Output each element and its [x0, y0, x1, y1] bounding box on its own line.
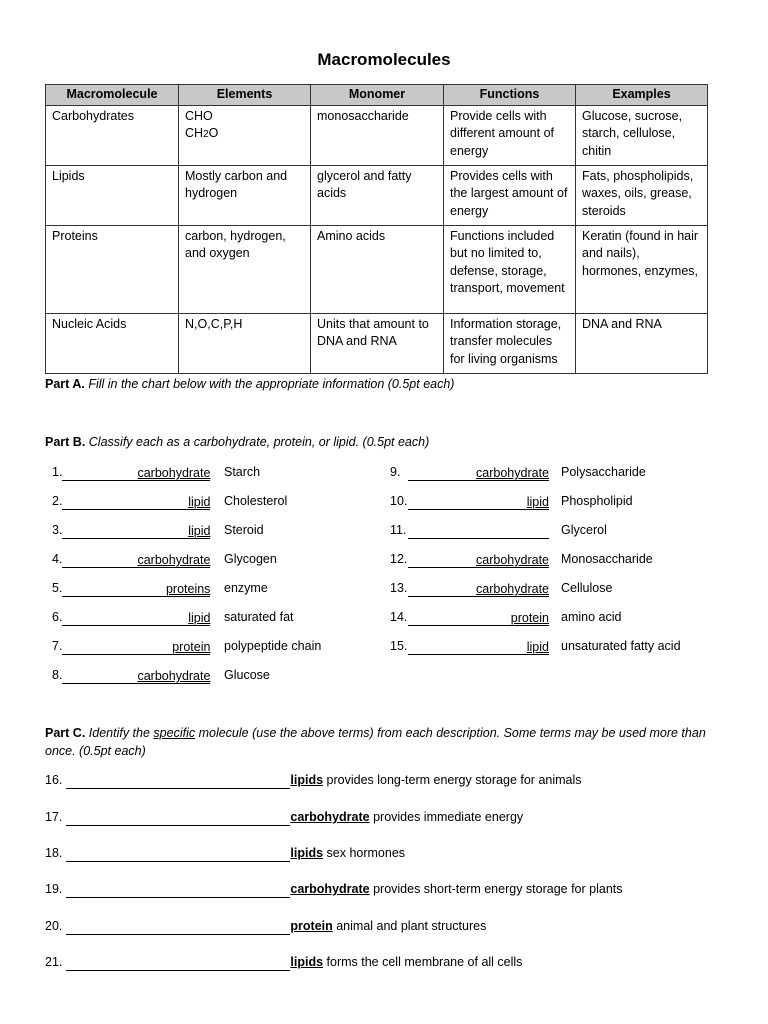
- question-number: 12.: [390, 552, 408, 566]
- term-label: Steroid: [224, 523, 264, 537]
- question-row: [390, 492, 720, 510]
- answer-blank[interactable]: [66, 812, 290, 826]
- description-text: provides long-term energy storage for animals: [326, 773, 582, 787]
- cell-monomer: monosaccharide: [311, 105, 444, 165]
- header-examples: Examples: [576, 85, 708, 106]
- question-number: 9.: [390, 465, 401, 479]
- question-row: [52, 579, 352, 597]
- answer-blank[interactable]: [66, 921, 290, 935]
- cell-elements: [179, 105, 311, 165]
- header-macromolecule: Macromolecule: [46, 85, 179, 106]
- header-elements: Elements: [179, 85, 311, 106]
- answer-text: proteins: [165, 582, 211, 596]
- question-row: [390, 463, 720, 481]
- question-row: [390, 550, 720, 568]
- term-label: Cholesterol: [224, 494, 288, 508]
- question-row: [390, 521, 720, 539]
- cell-functions: Information storage, transfer molecules for living organisms: [444, 313, 576, 373]
- answer-text: lipid: [188, 524, 211, 538]
- cell-macromolecule: Nucleic Acids: [46, 313, 179, 373]
- term-label: Cellulose: [561, 581, 613, 595]
- question-number: 2.: [52, 494, 63, 508]
- part-a-text: Fill in the chart below with the appropriate information (0.5pt each): [88, 377, 455, 391]
- term-label: Monosaccharide: [561, 552, 653, 566]
- question-row: [45, 771, 582, 789]
- part-a-label: Part A.: [45, 377, 85, 391]
- answer-blank[interactable]: [66, 884, 290, 898]
- description-text: animal and plant structures: [336, 919, 487, 933]
- part-c-label: Part C.: [45, 726, 86, 740]
- cell-monomer: Amino acids: [311, 225, 444, 313]
- question-number: 10.: [390, 494, 408, 508]
- question-row: [390, 579, 720, 597]
- part-b-text: Classify each as a carbohydrate, protein, or lipid. (0.5pt each): [88, 435, 430, 449]
- cell-macromolecule: Lipids: [46, 165, 179, 225]
- cell-functions: Provides cells with the largest amount of energy: [444, 165, 576, 225]
- answer-blank[interactable]: [408, 495, 549, 510]
- question-number: 1.: [52, 465, 63, 479]
- question-row: [52, 608, 352, 626]
- answer-blank[interactable]: [62, 611, 210, 626]
- answer-text: carbohydrate: [137, 466, 211, 480]
- answer-blank[interactable]: [408, 582, 549, 597]
- answer-blank[interactable]: [66, 957, 290, 971]
- answer-blank[interactable]: [408, 466, 549, 481]
- term-label: enzyme: [224, 581, 268, 595]
- question-row: [45, 953, 522, 971]
- answer-blank[interactable]: [62, 553, 210, 568]
- part-c-text-post: molecule (use the above terms) from each description. Some terms may be used more than once. (0.5pt each): [45, 726, 706, 758]
- part-c-text-em: specific: [153, 726, 196, 740]
- table-row: [46, 165, 708, 225]
- answer-text: carbohydrate: [137, 669, 211, 683]
- question-row: [45, 844, 405, 862]
- description-text: provides immediate energy: [373, 810, 524, 824]
- cell-elements-line: CH2O: [185, 126, 219, 140]
- question-row: [52, 666, 352, 684]
- header-monomer: Monomer: [311, 85, 444, 106]
- description-text: provides short-term energy storage for plants: [373, 882, 623, 896]
- term-label: saturated fat: [224, 610, 294, 624]
- answer-text: carbohydrate: [290, 882, 370, 896]
- answer-text: lipid: [526, 640, 549, 654]
- term-label: amino acid: [561, 610, 622, 624]
- term-label: Starch: [224, 465, 261, 479]
- question-number: 11.: [390, 523, 407, 537]
- macromolecules-table: [45, 84, 708, 374]
- question-number: 15.: [390, 639, 408, 653]
- question-row: [52, 550, 352, 568]
- answer-text: protein: [290, 919, 333, 933]
- question-number: 3.: [52, 523, 63, 537]
- term-label: Glycerol: [561, 523, 607, 537]
- answer-text: lipid: [526, 495, 549, 509]
- answer-blank[interactable]: [62, 582, 210, 597]
- answer-text: carbohydrate: [290, 810, 370, 824]
- term-label: unsaturated fatty acid: [561, 639, 681, 653]
- question-number: 13.: [390, 581, 408, 595]
- table-header-row: [46, 85, 708, 106]
- table-row: [46, 105, 708, 165]
- answer-blank[interactable]: [408, 640, 549, 655]
- term-label: Glycogen: [224, 552, 277, 566]
- question-number: 14.: [390, 610, 408, 624]
- cell-elements: N,O,C,P,H: [179, 313, 311, 373]
- header-functions: Functions: [444, 85, 576, 106]
- question-row: [45, 808, 523, 826]
- answer-blank[interactable]: [62, 640, 210, 655]
- question-number: 18.: [45, 846, 63, 860]
- part-c-text-pre: Identify the: [88, 726, 150, 740]
- answer-text: lipid: [188, 611, 211, 625]
- cell-examples: Fats, phospholipids, waxes, oils, grease, steroids: [576, 165, 708, 225]
- question-number: 7.: [52, 639, 63, 653]
- cell-macromolecule: Proteins: [46, 225, 179, 313]
- cell-elements-line: CHO: [185, 108, 213, 123]
- cell-functions: Functions included but no limited to, defense, storage, transport, movement: [444, 225, 576, 313]
- answer-text: protein: [172, 640, 211, 654]
- answer-blank[interactable]: [66, 848, 290, 862]
- cell-examples: Glucose, sucrose, starch, cellulose, chitin: [576, 105, 708, 165]
- part-b-instruction: [45, 433, 429, 451]
- question-number: 16.: [45, 773, 63, 787]
- cell-functions: Provide cells with different amount of energy: [444, 105, 576, 165]
- question-number: 21.: [45, 955, 63, 969]
- question-row: [45, 917, 486, 935]
- part-c-instruction: [45, 724, 715, 760]
- term-label: Polysaccharide: [561, 465, 646, 479]
- question-number: 19.: [45, 882, 63, 896]
- answer-text: lipids: [290, 773, 324, 787]
- term-label: polypeptide chain: [224, 639, 322, 653]
- question-row: [390, 608, 720, 626]
- answer-text: protein: [510, 611, 549, 625]
- part-b-label: Part B.: [45, 435, 86, 449]
- answer-blank[interactable]: [62, 495, 210, 510]
- cell-macromolecule: Carbohydrates: [46, 105, 179, 165]
- question-row: [390, 637, 720, 655]
- answer-text: lipids: [290, 955, 324, 969]
- question-row: [52, 463, 352, 481]
- table-row: [46, 225, 708, 313]
- cell-monomer: Units that amount to DNA and RNA: [311, 313, 444, 373]
- answer-text: carbohydrate: [476, 466, 549, 480]
- answer-text: lipid: [188, 495, 211, 509]
- answer-blank[interactable]: [62, 466, 210, 481]
- cell-elements: Mostly carbon and hydrogen: [179, 165, 311, 225]
- table-row: [46, 313, 708, 373]
- question-row: [45, 880, 623, 898]
- description-text: sex hormones: [326, 846, 406, 860]
- cell-monomer: glycerol and fatty acids: [311, 165, 444, 225]
- description-text: forms the cell membrane of all cells: [326, 955, 523, 969]
- cell-elements: carbon, hydrogen, and oxygen: [179, 225, 311, 313]
- term-label: Glucose: [224, 668, 270, 682]
- question-row: [52, 492, 352, 510]
- part-a-instruction: [45, 375, 454, 393]
- question-number: 8.: [52, 668, 63, 682]
- answer-blank[interactable]: [66, 775, 290, 789]
- answer-text: carbohydrate: [476, 582, 549, 596]
- answer-text: lipids: [290, 846, 324, 860]
- answer-blank[interactable]: [408, 524, 549, 539]
- answer-blank[interactable]: [62, 669, 210, 684]
- question-row: [52, 637, 352, 655]
- answer-text: carbohydrate: [476, 553, 549, 567]
- cell-examples: DNA and RNA: [576, 313, 708, 373]
- answer-text: carbohydrate: [137, 553, 211, 567]
- answer-blank[interactable]: [408, 553, 549, 568]
- term-label: Phospholipid: [561, 494, 633, 508]
- question-number: 20.: [45, 919, 63, 933]
- question-number: 17.: [45, 810, 63, 824]
- answer-blank[interactable]: [62, 524, 210, 539]
- question-number: 4.: [52, 552, 63, 566]
- question-row: [52, 521, 352, 539]
- page-title: Macromolecules: [317, 50, 451, 69]
- question-number: 6.: [52, 610, 63, 624]
- answer-blank[interactable]: [408, 611, 549, 626]
- question-number: 5.: [52, 581, 63, 595]
- cell-examples: Keratin (found in hair and nails), hormones, enzymes,: [576, 225, 708, 313]
